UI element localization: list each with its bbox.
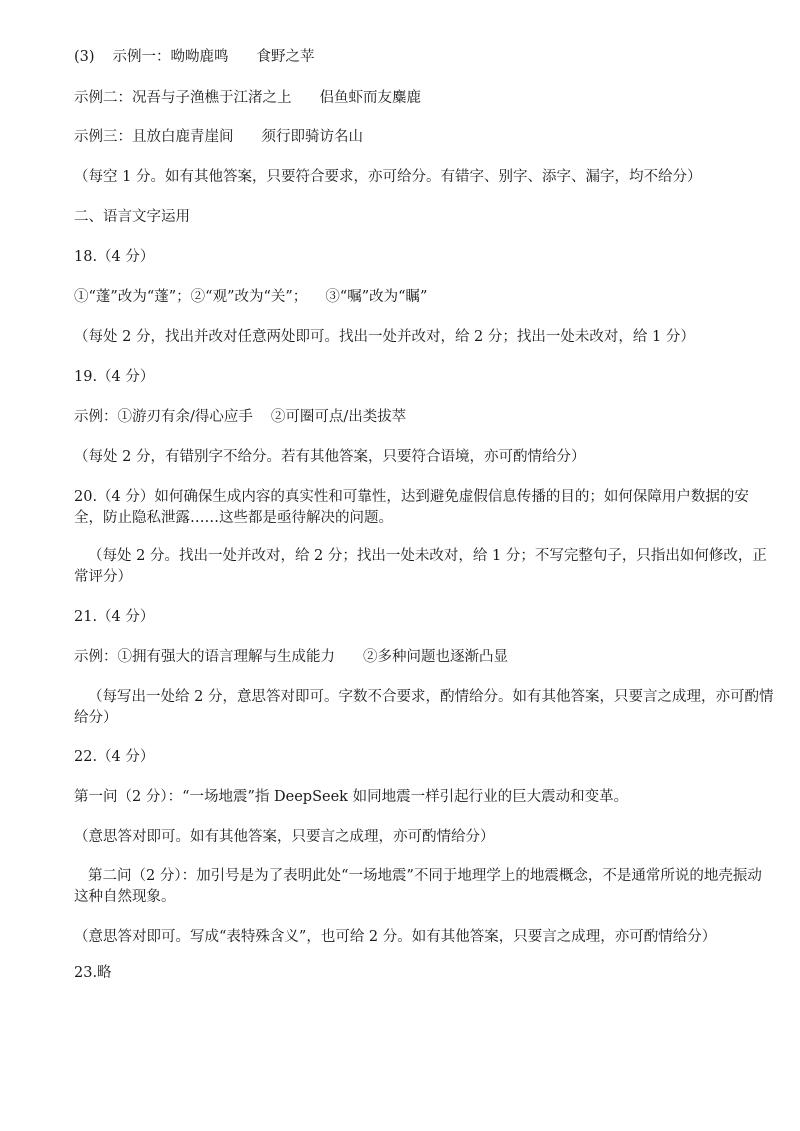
q22-part-2-note: （意思答对即可。写成“表特殊含义”，也可给 2 分。如有其他答案，只要言之成理，亦可酌情给分） [74, 929, 717, 945]
q20-scoring-note: （每处 2 分。找出一处并改对，给 2 分；找出一处未改对，给 1 分；不写完整句子，只指出如何修改，正常评分） [74, 548, 767, 585]
q18-scoring-note: （每处 2 分，找出并改对任意两处即可。找出一处并改对，给 2 分；找出一处未改对，给 1 分） [74, 329, 695, 345]
q17-3-example-1 [74, 47, 315, 68]
example-2-label: 示例二： [74, 90, 132, 106]
q21-answer [74, 647, 508, 668]
q19-scoring-note: （每处 2 分，有错别字不给分。若有其他答案，只要符合语境，亦可酌情给分） [74, 449, 586, 465]
q18-answer [74, 287, 427, 308]
q19-title: 19.（4 分） [74, 369, 155, 385]
q22-part-1-note: （意思答对即可。如有其他答案，只要言之成理，亦可酌情给分） [74, 829, 495, 845]
q19-answer-b: ②可圈可点/出类拔萃 [270, 409, 407, 425]
example-1-label: 示例一： [112, 49, 171, 65]
q19-answer-a: 示例：①游刃有余/得心应手 [74, 409, 253, 425]
q17-3-example-3 [74, 127, 363, 148]
q21-scoring-note: （每写出一处给 2 分，意思答对即可。字数不合要求，酌情给分。如有其他答案，只要言之成理，亦可酌情给分） [74, 689, 774, 726]
q22-title: 22.（4 分） [74, 749, 155, 765]
example-1-line-b: 食野之苹 [256, 49, 315, 65]
q17-3-example-2 [74, 88, 421, 109]
section-2-heading: 二、语言文字运用 [74, 209, 190, 225]
example-2-line-a: 况吾与子渔樵于江渚之上 [132, 90, 292, 106]
q19-answer [74, 407, 406, 428]
q18-item-3: ③“嘱”改为“瞩” [325, 289, 428, 305]
example-2-line-b: 侣鱼虾而友麋鹿 [319, 90, 421, 106]
q21-answer-b: ②多种问题也逐渐凸显 [363, 649, 508, 665]
example-3-label: 示例三： [74, 129, 132, 145]
q17-3-label: (3) [74, 49, 95, 65]
example-1-line-a: 呦呦鹿鸣 [170, 49, 229, 65]
q18-item-1: ①“蓬”改为“蓬”； [74, 289, 191, 305]
q20-answer: 20.（4 分）如何确保生成内容的真实性和可靠性，达到避免虚假信息传播的目的；如何保障用户数据的安全，防止隐私泄露……这些都是亟待解决的问题。 [74, 489, 749, 526]
q21-answer-a: 示例：①拥有强大的语言理解与生成能力 [74, 649, 335, 665]
q22-part-2: 第二问（2 分）：加引号是为了表明此处“一场地震”不同于地理学上的地震概念，不是通常所说的地壳振动这种自然现象。 [74, 868, 762, 905]
q23-answer: 23.略 [74, 965, 112, 981]
q21-title: 21.（4 分） [74, 609, 155, 625]
q18-title: 18.（4 分） [74, 249, 155, 265]
example-3-line-a: 且放白鹿青崖间 [132, 129, 234, 145]
q18-item-2: ②“观”改为“关”； [190, 289, 308, 305]
q22-part-1: 第一问（2 分）：“一场地震”指 DeepSeek 如同地震一样引起行业的巨大震动和变革。 [74, 789, 629, 805]
q17-3-scoring-note: （每空 1 分。如有其他答案，只要符合要求，亦可给分。有错字、别字、添字、漏字，均不给分） [74, 169, 702, 185]
example-3-line-b: 须行即骑访名山 [261, 129, 363, 145]
